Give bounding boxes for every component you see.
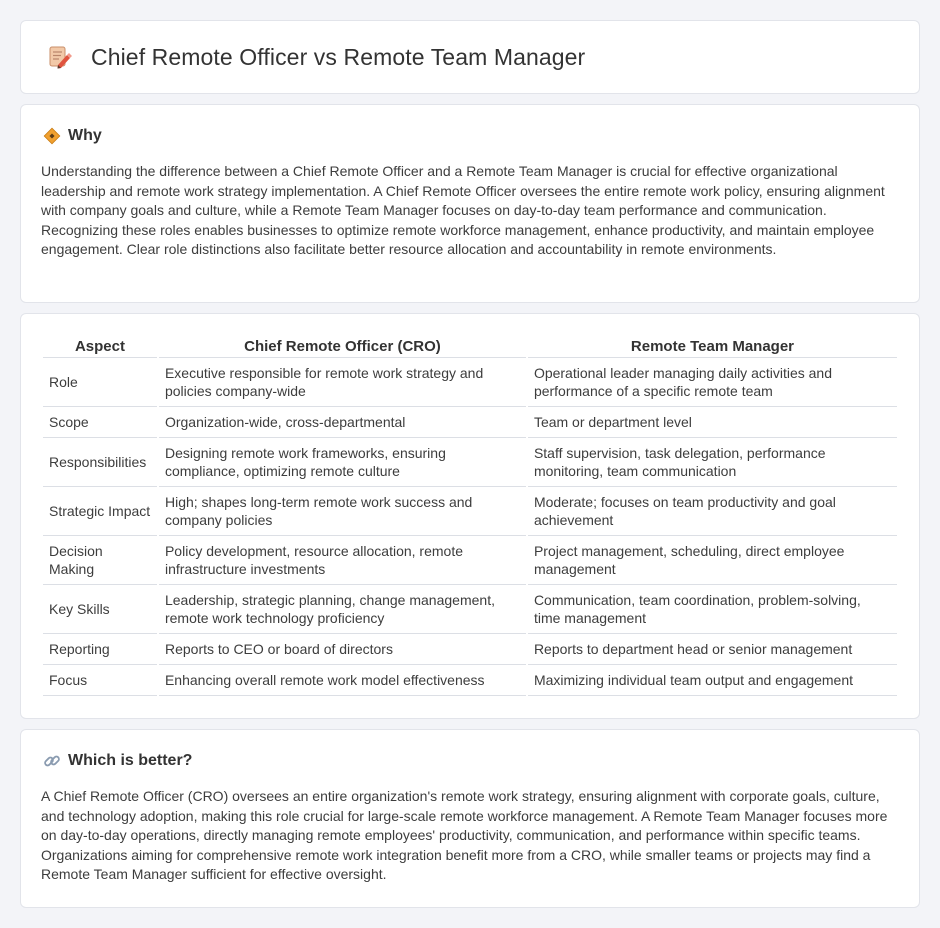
diamond-sign-icon [43,127,61,145]
cro-cell: Enhancing overall remote work model effectiveness [159,665,526,696]
aspect-cell: Responsibilities [43,438,157,487]
better-title: Which is better? [68,752,193,769]
header-cro: Chief Remote Officer (CRO) [159,334,526,358]
table-row [43,407,897,438]
aspect-cell: Decision Making [43,536,157,585]
cro-cell: Organization-wide, cross-departmental [159,407,526,438]
comparison-card [20,313,920,719]
rtm-cell: Moderate; focuses on team productivity and goal achievement [528,487,897,536]
cro-cell: Designing remote work frameworks, ensuring compliance, optimizing remote culture [159,438,526,487]
table-row [43,438,897,487]
cro-cell: High; shapes long-term remote work success and company policies [159,487,526,536]
aspect-cell: Key Skills [43,585,157,634]
aspect-cell: Reporting [43,634,157,665]
table-header-row [43,334,897,358]
rtm-cell: Maximizing individual team output and engagement [528,665,897,696]
table-row [43,358,897,407]
better-body: A Chief Remote Officer (CRO) oversees an entire organization's remote work strategy, ensuring alignment with corporate goals, culture, and technology adoption, making this role crucial for large-scale remote workforce management. A Remote Team Manager focuses more on day-to-day operations, directly managing remote employees' productivity, communication, and performance within specific teams. Organizations aiming for comprehensive remote work integration benefit more from a CRO, while smaller teams or projects may find a Remote Team Manager sufficient for effective oversight. [41,788,888,882]
header-rtm: Remote Team Manager [528,334,897,358]
rtm-cell: Communication, team coordination, problem-solving, time management [528,585,897,634]
why-body: Understanding the difference between a Chief Remote Officer and a Remote Team Manager is crucial for effective organizational leadership and remote work strategy implementation. A Chief Remote Officer oversees the entire remote work policy, ensuring alignment with company goals and culture, while a Remote Team Manager focuses on day-to-day team performance and communication. Recognizing these roles enables businesses to optimize remote workforce management, enhance productivity, and maintain employee engagement. Clear role distinctions also facilitate better resource allocation and accountability in remote environments. [41,163,885,257]
aspect-cell: Scope [43,407,157,438]
rtm-cell: Team or department level [528,407,897,438]
comparison-table [41,334,899,696]
aspect-cell: Focus [43,665,157,696]
link-icon [43,752,61,770]
which-is-better-section [20,729,920,908]
rtm-cell: Staff supervision, task delegation, performance monitoring, team communication [528,438,897,487]
table-row [43,634,897,665]
rtm-cell: Project management, scheduling, direct employee management [528,536,897,585]
why-section [20,104,920,303]
header-aspect: Aspect [43,334,157,358]
aspect-cell: Role [43,358,157,407]
table-row [43,585,897,634]
table-row [43,665,897,696]
table-row [43,487,897,536]
rtm-cell: Operational leader managing daily activities and performance of a specific remote team [528,358,897,407]
cro-cell: Leadership, strategic planning, change management, remote work technology proficiency [159,585,526,634]
table-row [43,536,897,585]
why-title: Why [68,127,102,144]
rtm-cell: Reports to department head or senior management [528,634,897,665]
cro-cell: Executive responsible for remote work strategy and policies company-wide [159,358,526,407]
cro-cell: Policy development, resource allocation, remote infrastructure investments [159,536,526,585]
aspect-cell: Strategic Impact [43,487,157,536]
cro-cell: Reports to CEO or board of directors [159,634,526,665]
document-pencil-icon [45,43,73,71]
page-title: Chief Remote Officer vs Remote Team Manager [91,43,586,70]
title-card [20,20,920,94]
